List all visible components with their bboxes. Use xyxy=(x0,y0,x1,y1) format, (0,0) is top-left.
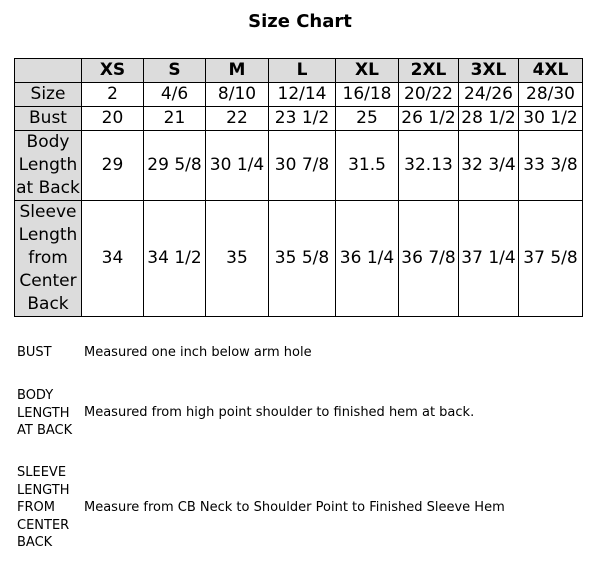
row-label-line: at Back xyxy=(16,178,80,198)
table-cell: 20/22 xyxy=(399,83,459,107)
table-cell: 30 7/8 xyxy=(269,131,336,201)
table-cell: 36 1/4 xyxy=(336,201,399,317)
table-cell: 32 3/4 xyxy=(459,131,519,201)
size-chart-table xyxy=(14,58,583,317)
note-term-line: SLEEVE xyxy=(17,465,67,480)
table-row-bust xyxy=(15,107,583,131)
row-label-line: from xyxy=(28,248,68,268)
row-label-line: Body xyxy=(26,132,70,152)
note-term-line: BACK xyxy=(17,535,53,550)
table-cell: 37 1/4 xyxy=(459,201,519,317)
table-row-sleeve-length xyxy=(15,201,583,317)
note-definition-body-length: Measured from high point shoulder to finished hem at back. xyxy=(84,405,475,420)
note-term-line: BODY xyxy=(17,388,54,403)
table-row-body-length xyxy=(15,131,583,201)
size-header-l: L xyxy=(269,59,336,83)
note-term-line: FROM xyxy=(17,500,55,515)
table-cell: 29 xyxy=(82,131,144,201)
row-label-body-length xyxy=(15,131,82,201)
table-cell: 29 5/8 xyxy=(144,131,206,201)
row-label-sleeve-length xyxy=(15,201,82,317)
table-cell: 30 1/4 xyxy=(206,131,269,201)
note-term-line: LENGTH xyxy=(17,482,70,498)
table-cell: 25 xyxy=(336,107,399,131)
table-row-size xyxy=(15,83,583,107)
table-cell: 35 5/8 xyxy=(269,201,336,317)
table-cell: 36 7/8 xyxy=(399,201,459,317)
table-cell: 21 xyxy=(144,107,206,131)
row-label-size: Size xyxy=(15,83,82,107)
note-term-line: BUST xyxy=(17,345,52,360)
table-cell: 32.13 xyxy=(399,131,459,201)
table-cell: 12/14 xyxy=(269,83,336,107)
size-header-4xl: 4XL xyxy=(519,59,583,83)
note-term-body-length xyxy=(17,387,79,440)
table-cell: 26 1/2 xyxy=(399,107,459,131)
size-header-2xl: 2XL xyxy=(399,59,459,83)
table-cell: 33 3/8 xyxy=(519,131,583,201)
note-term-line: LENGTH xyxy=(17,405,70,421)
table-cell: 22 xyxy=(206,107,269,131)
table-cell: 23 1/2 xyxy=(269,107,336,131)
size-header-xl: XL xyxy=(336,59,399,83)
row-label-line: Center xyxy=(19,271,77,291)
table-cell: 28 1/2 xyxy=(459,107,519,131)
note-term-line: CENTER xyxy=(17,517,70,533)
note-term-sleeve-length xyxy=(17,464,79,552)
size-header-s: S xyxy=(144,59,206,83)
header-row xyxy=(15,59,583,83)
row-label-line: Length xyxy=(18,225,78,245)
note-definition-bust: Measured one inch below arm hole xyxy=(84,345,312,360)
corner-cell xyxy=(15,59,82,83)
table-cell: 34 xyxy=(82,201,144,317)
table-cell: 4/6 xyxy=(144,83,206,107)
row-label-line: Sleeve xyxy=(19,202,77,222)
table-cell: 8/10 xyxy=(206,83,269,107)
table-cell: 28/30 xyxy=(519,83,583,107)
row-label-bust: Bust xyxy=(15,107,82,131)
row-label-line: Length xyxy=(18,155,78,175)
row-label-line: Back xyxy=(27,294,69,314)
table-cell: 31.5 xyxy=(336,131,399,201)
table-cell: 2 xyxy=(82,83,144,107)
table-cell: 16/18 xyxy=(336,83,399,107)
note-term-bust xyxy=(17,344,79,362)
table-cell: 34 1/2 xyxy=(144,201,206,317)
size-header-m: M xyxy=(206,59,269,83)
note-term-line: AT BACK xyxy=(17,423,73,438)
size-header-3xl: 3XL xyxy=(459,59,519,83)
page-title: Size Chart xyxy=(248,11,352,32)
table-cell: 30 1/2 xyxy=(519,107,583,131)
table-cell: 24/26 xyxy=(459,83,519,107)
size-header-xs: XS xyxy=(82,59,144,83)
table-cell: 37 5/8 xyxy=(519,201,583,317)
table-cell: 35 xyxy=(206,201,269,317)
note-definition-sleeve-length: Measure from CB Neck to Shoulder Point to Finished Sleeve Hem xyxy=(84,500,505,515)
table-cell: 20 xyxy=(82,107,144,131)
